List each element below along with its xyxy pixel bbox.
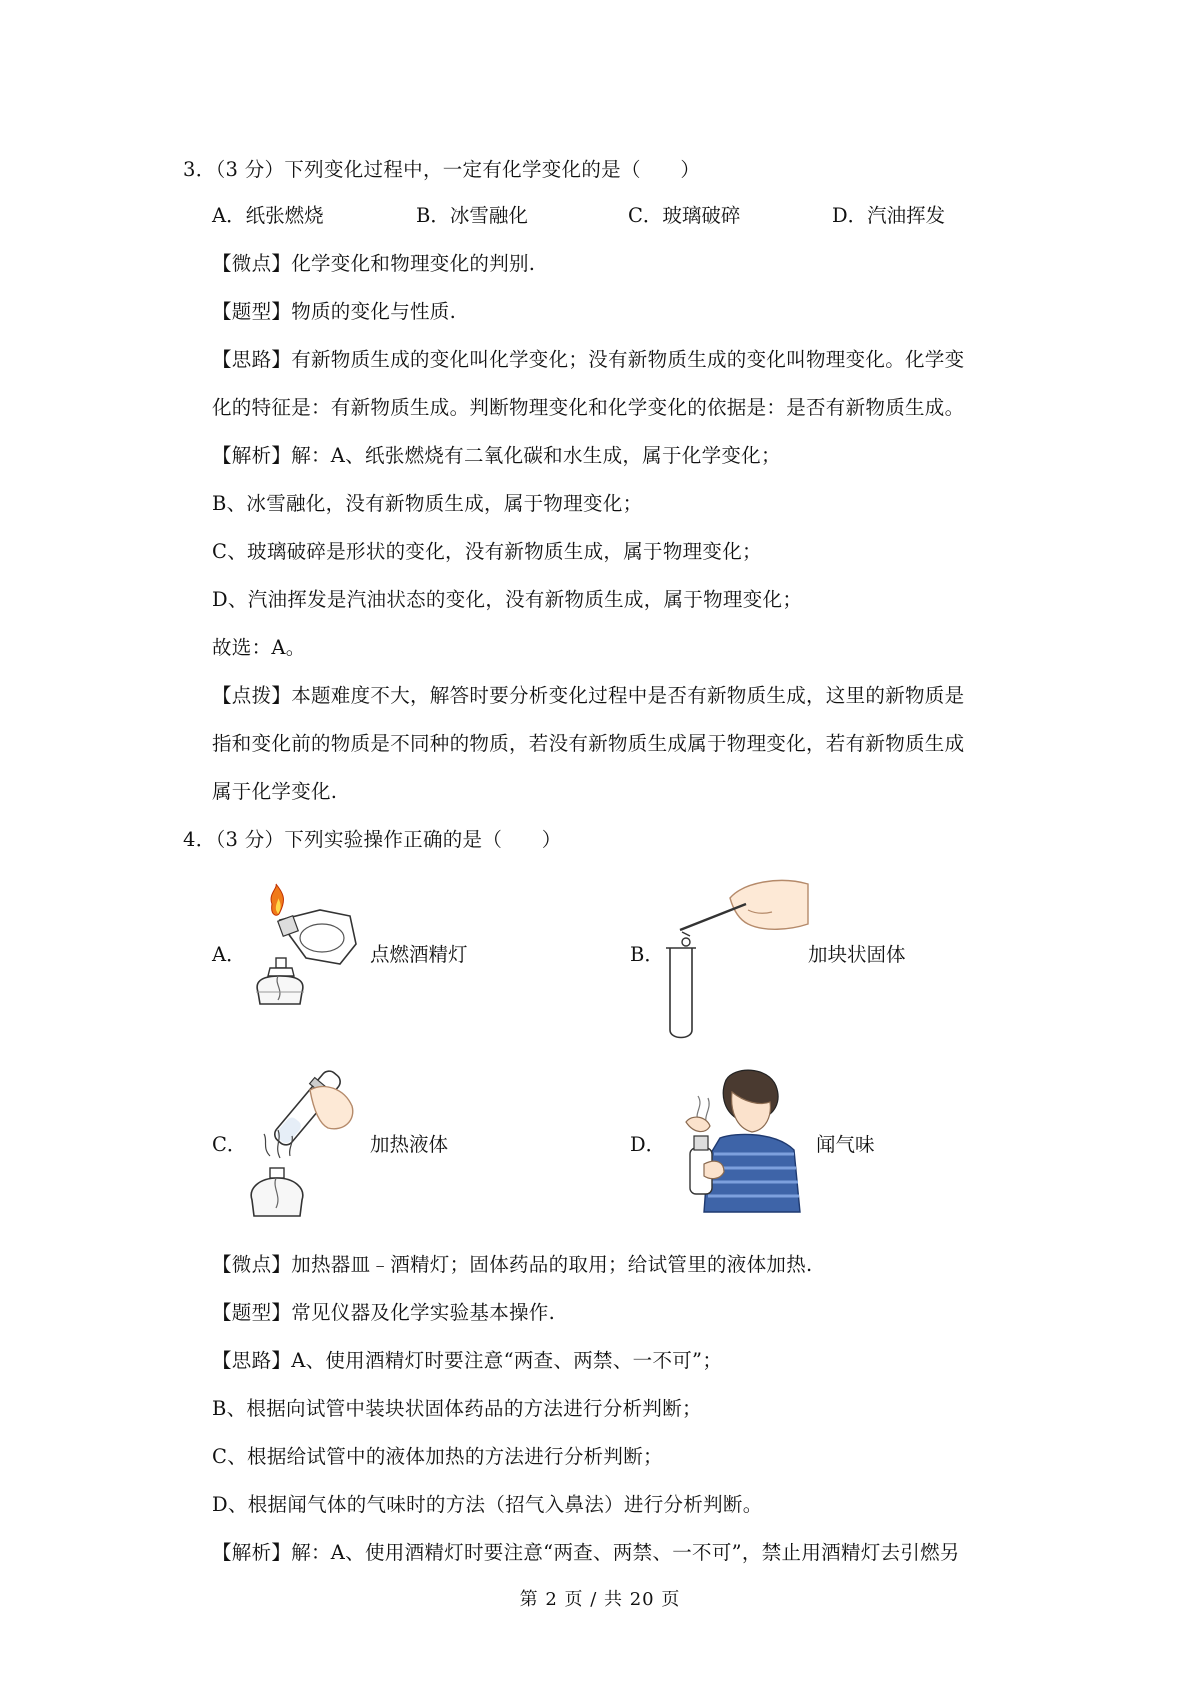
- q4-option-c-label: 加热液体: [370, 1133, 449, 1156]
- q4-option-b-letter: B．: [630, 943, 664, 966]
- q3-option-a: A．纸张燃烧: [212, 204, 324, 227]
- q3-silu-line-1: 【思路】有新物质生成的变化叫化学变化；没有新物质生成的变化叫物理变化。化学变: [212, 348, 965, 371]
- q4-option-d-letter: D．: [630, 1133, 666, 1156]
- q4-stem: 4．（3 分）下列实验操作正确的是（ ）: [183, 828, 562, 851]
- q3-dianbo-line-3: 属于化学变化.: [212, 780, 338, 803]
- q3-answer: 故选：A。: [212, 636, 306, 659]
- q3-stem: 3．（3 分）下列变化过程中，一定有化学变化的是（ ）: [183, 158, 701, 181]
- q3-tixing: 【题型】物质的变化与性质.: [212, 300, 457, 323]
- page-footer: 第 2 页 / 共 20 页: [519, 1589, 681, 1610]
- q4-jiexi-line-1: 【解析】解：A、使用酒精灯时要注意“两查、两禁、一不可”，禁止用酒精灯去引燃另: [212, 1541, 960, 1564]
- q3-jiexi-line-2: B、冰雪融化，没有新物质生成，属于物理变化；: [212, 492, 643, 515]
- q4-silu-line-2: B、根据向试管中装块状固体药品的方法进行分析判断；: [212, 1397, 702, 1420]
- q3-dianbo-line-1: 【点拨】本题难度不大，解答时要分析变化过程中是否有新物质生成，这里的新物质是: [212, 684, 965, 707]
- q3-option-c: C．玻璃破碎: [628, 204, 741, 227]
- q4-weidian: 【微点】加热器皿﹣酒精灯；固体药品的取用；给试管里的液体加热.: [212, 1253, 813, 1276]
- q4-option-c-letter: C．: [212, 1133, 247, 1156]
- test-tube-solid-icon: [660, 870, 810, 1040]
- q3-option-d: D．汽油挥发: [832, 204, 946, 227]
- q4-option-d-label: 闻气味: [816, 1133, 875, 1156]
- q4-silu-line-4: D、根据闻气体的气味时的方法（招气入鼻法）进行分析判断。: [212, 1493, 763, 1516]
- q3-dianbo-line-2: 指和变化前的物质是不同种的物质，若没有新物质生成属于物理变化，若有新物质生成: [212, 732, 965, 755]
- q3-jiexi-line-3: C、玻璃破碎是形状的变化，没有新物质生成，属于物理变化；: [212, 540, 762, 563]
- q3-silu-line-2: 化的特征是：有新物质生成。判断物理变化和化学变化的依据是：是否有新物质生成。: [212, 396, 965, 419]
- alcohol-lamp-lighting-icon: [250, 880, 370, 1015]
- q4-silu-line-3: C、根据给试管中的液体加热的方法进行分析判断；: [212, 1445, 663, 1468]
- q3-jiexi-line-4: D、汽油挥发是汽油状态的变化，没有新物质生成，属于物理变化；: [212, 588, 803, 611]
- q4-option-b-label: 加块状固体: [808, 943, 906, 966]
- smelling-gas-icon: [664, 1062, 814, 1222]
- q4-option-a-letter: A．: [212, 943, 246, 966]
- q3-jiexi-line-1: 【解析】解：A、纸张燃烧有二氧化碳和水生成，属于化学变化；: [212, 444, 781, 467]
- q4-silu-line-1: 【思路】A、使用酒精灯时要注意“两查、两禁、一不可”；: [212, 1349, 723, 1372]
- q4-option-a-label: 点燃酒精灯: [370, 943, 468, 966]
- q4-tixing: 【题型】常见仪器及化学实验基本操作.: [212, 1301, 556, 1324]
- heating-liquid-icon: [240, 1060, 360, 1230]
- q3-weidian: 【微点】化学变化和物理变化的判别.: [212, 252, 536, 275]
- q3-option-b: B．冰雪融化: [416, 204, 528, 227]
